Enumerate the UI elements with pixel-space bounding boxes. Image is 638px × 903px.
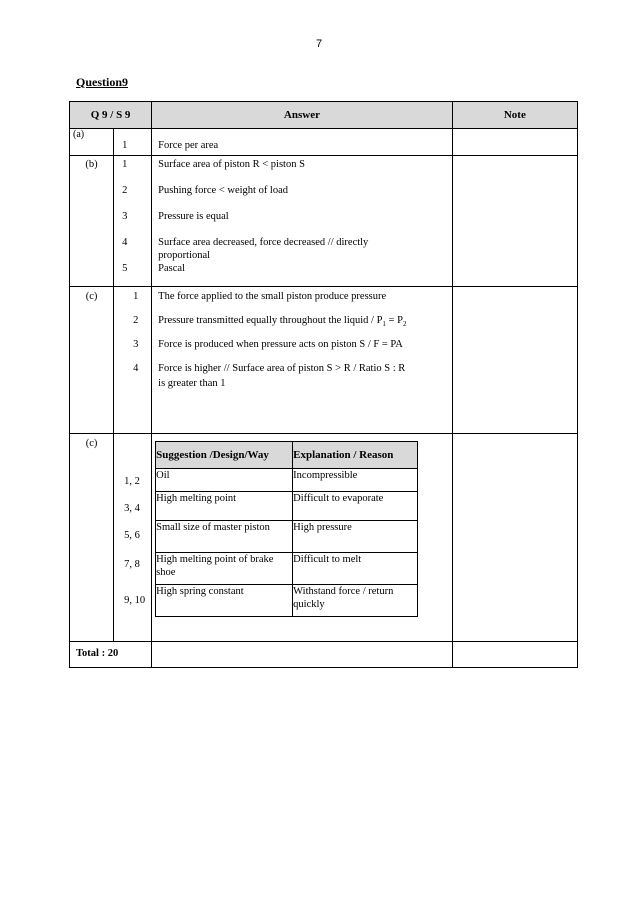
- part-c2-label: (c): [70, 434, 114, 642]
- list-item: 1: [133, 291, 139, 302]
- part-b-answers: [152, 156, 453, 287]
- part-c2-note: [452, 434, 577, 642]
- part-a-label: (a): [70, 129, 114, 156]
- suggestion-header: Suggestion /Design/Way: [156, 442, 293, 469]
- list-item: 3: [133, 339, 139, 350]
- table-row: [156, 521, 418, 553]
- part-b-numbers: [114, 156, 152, 287]
- part-c1-label: (c): [70, 287, 114, 434]
- row-part-b: [70, 156, 578, 287]
- explanation-cell: Difficult to melt: [293, 553, 418, 585]
- list-item: Force is higher // Surface area of piston S > R / Ratio S : R: [158, 363, 406, 374]
- part-c2-answer: [152, 434, 453, 642]
- list-item: 4: [133, 363, 139, 374]
- list-item: Surface area of piston R < piston S: [158, 159, 305, 170]
- total-row: [70, 642, 578, 668]
- total-note: [452, 642, 577, 668]
- total-answer: [152, 642, 453, 668]
- table-row: [156, 492, 418, 521]
- list-item: Pascal: [158, 263, 185, 274]
- list-item: 5: [122, 263, 128, 274]
- marking-scheme-table: [69, 101, 578, 668]
- list-item: 1: [122, 159, 128, 170]
- row-part-a: [70, 129, 578, 156]
- table-row: [156, 553, 418, 585]
- part-c1-numbers: [114, 287, 152, 434]
- list-item: 3: [122, 211, 128, 222]
- list-item: 2: [122, 185, 128, 196]
- suggestion-cell: Small size of master piston: [156, 521, 293, 553]
- table-row: [156, 469, 418, 492]
- explanation-cell: Incompressible: [293, 469, 418, 492]
- list-item: 4: [122, 237, 128, 248]
- page-number: 7: [315, 38, 323, 50]
- part-b-label: (b): [70, 156, 114, 287]
- list-item: 1, 2: [124, 476, 140, 487]
- part-a-note: [452, 129, 577, 156]
- suggestion-table: [155, 441, 418, 617]
- suggestion-cell: High spring constant: [156, 585, 293, 617]
- list-item: Pressure is equal: [158, 211, 229, 222]
- list-item: 9, 10: [124, 595, 146, 606]
- header-row: [70, 102, 578, 129]
- part-a-number: 1: [114, 129, 152, 156]
- list-item: 7, 8: [124, 559, 140, 570]
- list-item: The force applied to the small piston produce pressure: [158, 291, 387, 302]
- total-label: Total : 20: [70, 642, 152, 668]
- list-item: Pushing force < weight of load: [158, 185, 289, 196]
- list-item: Force is produced when pressure acts on piston S / F = PA: [158, 339, 403, 350]
- part-a-answer: Force per area: [152, 129, 453, 156]
- list-item: is greater than 1: [158, 378, 226, 389]
- suggestion-header-row: [156, 442, 418, 469]
- suggestion-cell: High melting point: [156, 492, 293, 521]
- question-title: Question9: [76, 75, 129, 89]
- row-part-c1: [70, 287, 578, 434]
- suggestion-cell: High melting point of brake shoe: [156, 553, 293, 585]
- explanation-header: Explanation / Reason: [293, 442, 418, 469]
- part-c2-marks: [114, 434, 152, 642]
- list-item: Pressure transmitted equally throughout the liquid / $P_1 = P_2$: [158, 315, 407, 329]
- explanation-cell: Difficult to evaporate: [293, 492, 418, 521]
- row-part-c2: [70, 434, 578, 642]
- header-answer: Answer: [152, 102, 453, 129]
- header-note: Note: [452, 102, 577, 129]
- explanation-cell: Withstand force / return quickly: [293, 585, 418, 617]
- part-c1-answers: [152, 287, 453, 434]
- explanation-cell: High pressure: [293, 521, 418, 553]
- list-item: 3, 4: [124, 503, 140, 514]
- list-item: Surface area decreased, force decreased // directly: [158, 237, 369, 248]
- part-c1-note: [452, 287, 577, 434]
- header-q: Q 9 / S 9: [70, 102, 152, 129]
- list-item: 5, 6: [124, 530, 140, 541]
- list-item: proportional: [158, 250, 211, 261]
- suggestion-cell: Oil: [156, 469, 293, 492]
- list-item: 2: [133, 315, 139, 326]
- part-b-note: [452, 156, 577, 287]
- table-row: [156, 585, 418, 617]
